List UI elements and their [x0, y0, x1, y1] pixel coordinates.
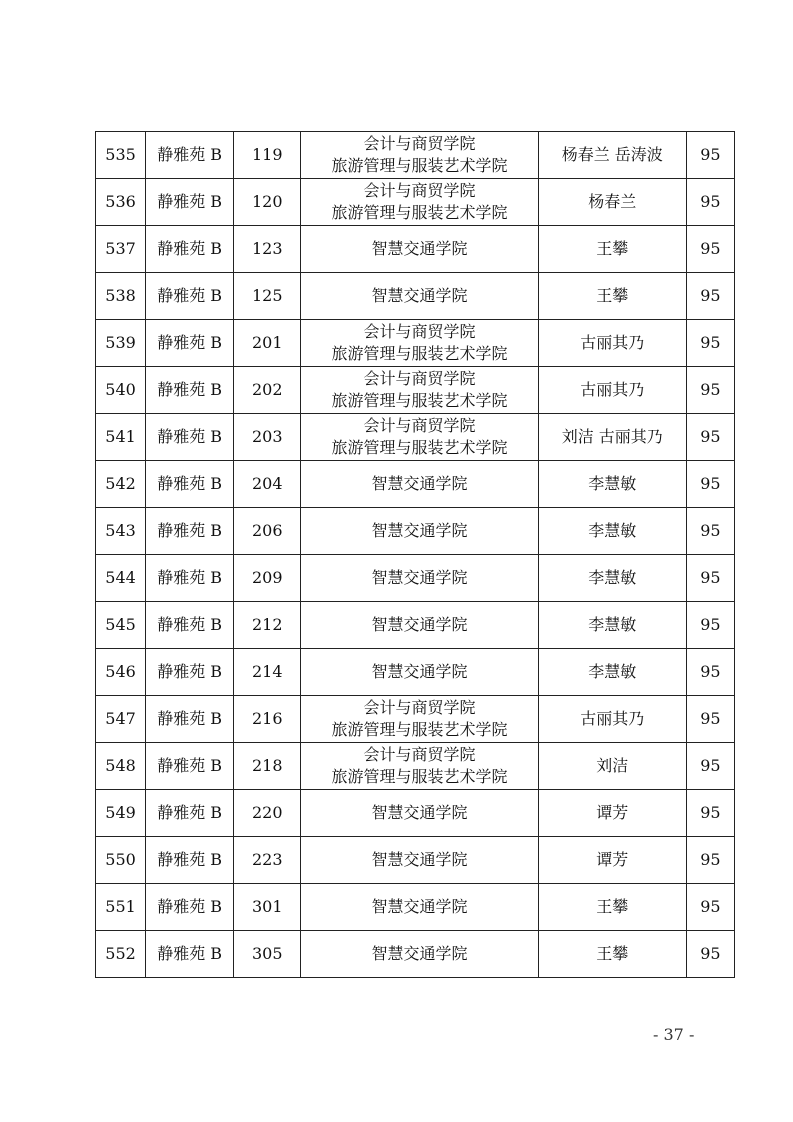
college-name: 会计与商贸学院: [363, 745, 476, 764]
table-row: [96, 179, 735, 226]
college-name: 会计与商贸学院: [363, 416, 476, 435]
staff-cell: 古丽其乃: [538, 367, 686, 414]
score-cell: 95: [686, 790, 734, 837]
building-cell: 静雅苑 B: [146, 602, 234, 649]
college-name: 会计与商贸学院: [363, 322, 476, 341]
row-number-cell: 539: [96, 320, 146, 367]
staff-cell: 李慧敏: [538, 508, 686, 555]
building-cell: 静雅苑 B: [146, 649, 234, 696]
building-cell: 静雅苑 B: [146, 461, 234, 508]
college-name: 智慧交通学院: [371, 897, 468, 916]
table-row: [96, 320, 735, 367]
building-cell: 静雅苑 B: [146, 179, 234, 226]
table-row: [96, 461, 735, 508]
college-name: 智慧交通学院: [371, 944, 468, 963]
staff-cell: 杨春兰 岳涛波: [538, 132, 686, 179]
table-row: [96, 414, 735, 461]
building-cell: 静雅苑 B: [146, 884, 234, 931]
table-row: [96, 931, 735, 978]
college-cell: [301, 555, 538, 602]
room-cell: 204: [234, 461, 301, 508]
staff-cell: 李慧敏: [538, 649, 686, 696]
building-cell: 静雅苑 B: [146, 320, 234, 367]
room-cell: 301: [234, 884, 301, 931]
room-cell: 206: [234, 508, 301, 555]
row-number-cell: 537: [96, 226, 146, 273]
room-cell: 202: [234, 367, 301, 414]
college-name: 智慧交通学院: [371, 474, 468, 493]
college-name: 智慧交通学院: [371, 803, 468, 822]
staff-cell: 王攀: [538, 226, 686, 273]
college-cell: [301, 367, 538, 414]
staff-cell: 王攀: [538, 273, 686, 320]
score-cell: 95: [686, 179, 734, 226]
score-cell: 95: [686, 649, 734, 696]
table-row: [96, 555, 735, 602]
score-cell: 95: [686, 602, 734, 649]
table-row: [96, 367, 735, 414]
staff-cell: 王攀: [538, 884, 686, 931]
staff-cell: 谭芳: [538, 837, 686, 884]
room-cell: 220: [234, 790, 301, 837]
college-name: 智慧交通学院: [371, 239, 468, 258]
table-row: [96, 743, 735, 790]
building-cell: 静雅苑 B: [146, 931, 234, 978]
college-cell: [301, 602, 538, 649]
college-cell: [301, 414, 538, 461]
staff-cell: 古丽其乃: [538, 320, 686, 367]
row-number-cell: 535: [96, 132, 146, 179]
building-cell: 静雅苑 B: [146, 743, 234, 790]
table-row: [96, 790, 735, 837]
college-name: 智慧交通学院: [371, 662, 468, 681]
score-cell: 95: [686, 555, 734, 602]
table-body: [96, 132, 735, 978]
page-number: - 37 -: [653, 1025, 695, 1044]
score-cell: 95: [686, 132, 734, 179]
college-name: 会计与商贸学院: [363, 369, 476, 388]
college-cell: [301, 132, 538, 179]
college-name: 智慧交通学院: [371, 521, 468, 540]
score-cell: 95: [686, 508, 734, 555]
building-cell: 静雅苑 B: [146, 555, 234, 602]
building-cell: 静雅苑 B: [146, 132, 234, 179]
row-number-cell: 545: [96, 602, 146, 649]
college-name: 会计与商贸学院: [363, 698, 476, 717]
room-cell: 123: [234, 226, 301, 273]
row-number-cell: 549: [96, 790, 146, 837]
building-cell: 静雅苑 B: [146, 696, 234, 743]
score-cell: 95: [686, 414, 734, 461]
table-row: [96, 273, 735, 320]
college-cell: [301, 884, 538, 931]
table-row: [96, 508, 735, 555]
staff-cell: 杨春兰: [538, 179, 686, 226]
college-cell: [301, 273, 538, 320]
college-name: 智慧交通学院: [371, 850, 468, 869]
building-cell: 静雅苑 B: [146, 414, 234, 461]
dormitory-score-table: [95, 131, 735, 978]
room-cell: 120: [234, 179, 301, 226]
staff-cell: 王攀: [538, 931, 686, 978]
staff-cell: 刘洁: [538, 743, 686, 790]
row-number-cell: 550: [96, 837, 146, 884]
row-number-cell: 543: [96, 508, 146, 555]
college-name: 旅游管理与服装艺术学院: [331, 203, 508, 222]
score-cell: 95: [686, 273, 734, 320]
score-cell: 95: [686, 320, 734, 367]
score-cell: 95: [686, 226, 734, 273]
college-cell: [301, 649, 538, 696]
row-number-cell: 541: [96, 414, 146, 461]
room-cell: 214: [234, 649, 301, 696]
building-cell: 静雅苑 B: [146, 790, 234, 837]
room-cell: 305: [234, 931, 301, 978]
college-name: 旅游管理与服装艺术学院: [331, 344, 508, 363]
room-cell: 125: [234, 273, 301, 320]
college-cell: [301, 837, 538, 884]
row-number-cell: 540: [96, 367, 146, 414]
row-number-cell: 538: [96, 273, 146, 320]
building-cell: 静雅苑 B: [146, 273, 234, 320]
college-name: 旅游管理与服装艺术学院: [331, 391, 508, 410]
staff-cell: 古丽其乃: [538, 696, 686, 743]
score-cell: 95: [686, 743, 734, 790]
college-cell: [301, 320, 538, 367]
staff-cell: 李慧敏: [538, 461, 686, 508]
score-cell: 95: [686, 884, 734, 931]
row-number-cell: 536: [96, 179, 146, 226]
room-cell: 223: [234, 837, 301, 884]
college-cell: [301, 790, 538, 837]
college-name: 旅游管理与服装艺术学院: [331, 156, 508, 175]
row-number-cell: 546: [96, 649, 146, 696]
row-number-cell: 548: [96, 743, 146, 790]
building-cell: 静雅苑 B: [146, 367, 234, 414]
table-row: [96, 884, 735, 931]
college-name: 智慧交通学院: [371, 286, 468, 305]
room-cell: 216: [234, 696, 301, 743]
row-number-cell: 551: [96, 884, 146, 931]
table-row: [96, 837, 735, 884]
score-cell: 95: [686, 837, 734, 884]
building-cell: 静雅苑 B: [146, 508, 234, 555]
staff-cell: 刘洁 古丽其乃: [538, 414, 686, 461]
college-name: 旅游管理与服装艺术学院: [331, 767, 508, 786]
college-name: 旅游管理与服装艺术学院: [331, 720, 508, 739]
college-cell: [301, 931, 538, 978]
room-cell: 209: [234, 555, 301, 602]
score-cell: 95: [686, 931, 734, 978]
college-cell: [301, 508, 538, 555]
college-name: 旅游管理与服装艺术学院: [331, 438, 508, 457]
room-cell: 212: [234, 602, 301, 649]
college-cell: [301, 226, 538, 273]
table-row: [96, 649, 735, 696]
college-name: 会计与商贸学院: [363, 134, 476, 153]
room-cell: 201: [234, 320, 301, 367]
staff-cell: 谭芳: [538, 790, 686, 837]
room-cell: 203: [234, 414, 301, 461]
room-cell: 119: [234, 132, 301, 179]
row-number-cell: 552: [96, 931, 146, 978]
college-cell: [301, 696, 538, 743]
college-name: 会计与商贸学院: [363, 181, 476, 200]
table-row: [96, 226, 735, 273]
college-cell: [301, 179, 538, 226]
score-cell: 95: [686, 461, 734, 508]
table-row: [96, 602, 735, 649]
college-name: 智慧交通学院: [371, 568, 468, 587]
score-cell: 95: [686, 367, 734, 414]
building-cell: 静雅苑 B: [146, 837, 234, 884]
staff-cell: 李慧敏: [538, 555, 686, 602]
row-number-cell: 542: [96, 461, 146, 508]
score-cell: 95: [686, 696, 734, 743]
college-cell: [301, 461, 538, 508]
room-cell: 218: [234, 743, 301, 790]
row-number-cell: 547: [96, 696, 146, 743]
building-cell: 静雅苑 B: [146, 226, 234, 273]
table-row: [96, 132, 735, 179]
college-cell: [301, 743, 538, 790]
row-number-cell: 544: [96, 555, 146, 602]
table-row: [96, 696, 735, 743]
staff-cell: 李慧敏: [538, 602, 686, 649]
college-name: 智慧交通学院: [371, 615, 468, 634]
